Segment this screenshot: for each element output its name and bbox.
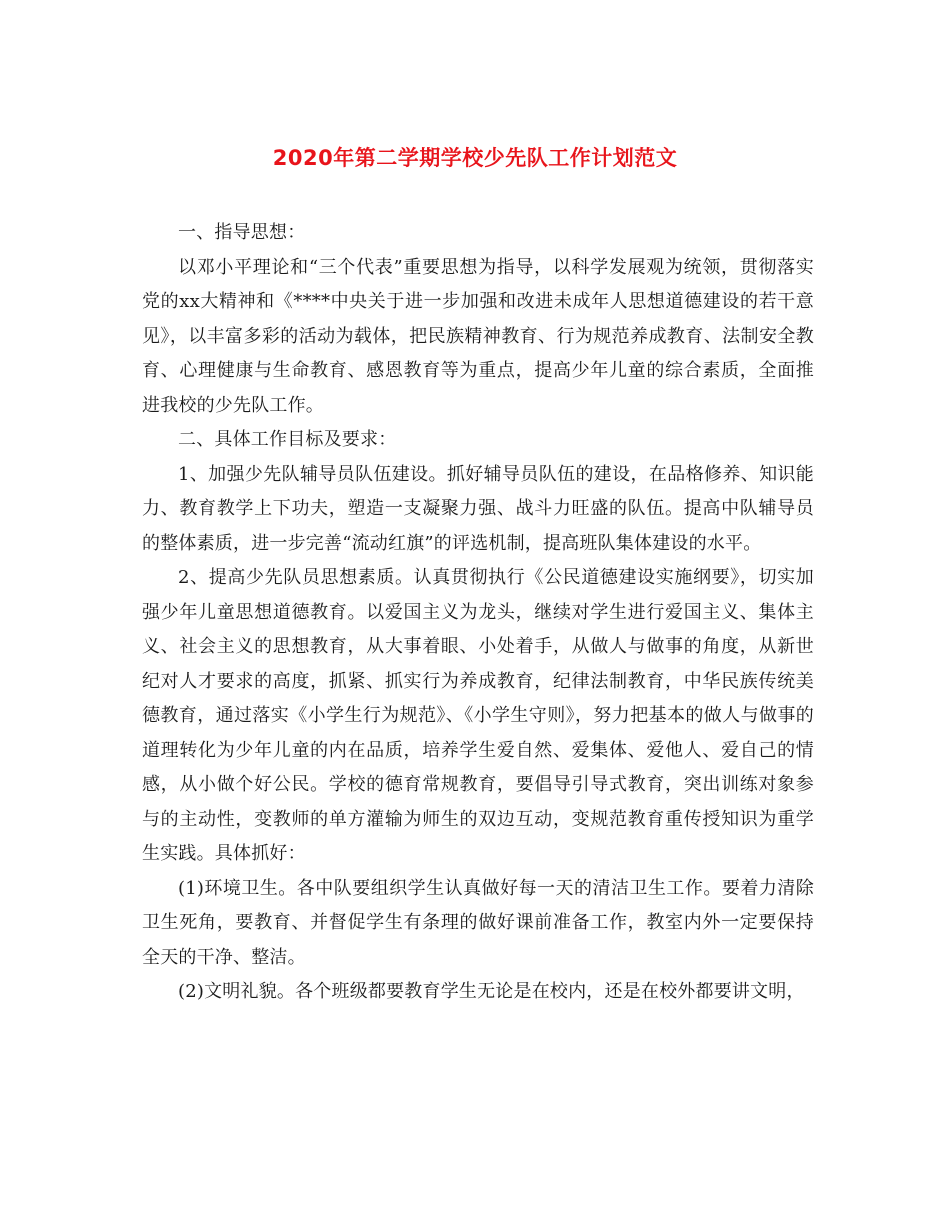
paragraph-item-environment: (1)环境卫生。各中队要组织学生认真做好每一天的清洁卫生工作。要着力清除卫生死角，要教育、并督促学生有条理的做好课前准备工作，教室内外一定要保持全天的干净、整洁。 (142, 877, 814, 968)
paragraph-guiding-thought: 以邓小平理论和“三个代表”重要思想为指导，以科学发展观为统领，贯彻落实党的xx大精神和《****中央关于进一步加强和改进未成年人思想道德建设的若干意见》，以丰富多彩的活动为载体，把民族精神教育、行为规范养成教育、法制安全教育、心理健康与生命教育、感恩教育等为重点，提高少年儿童的综合素质，全面推进我校的少先队工作。 (142, 256, 814, 416)
paragraph-goals-heading: 二、具体工作目标及要求： (178, 429, 397, 450)
paragraph-goal-1: 1、加强少先队辅导员队伍建设。抓好辅导员队伍的建设，在品格修养、知识能力、教育教学上下功夫，塑造一支凝聚力强、战斗力旺盛的队伍。提高中队辅导员的整体素质，进一步完善“流动红旗”的评选机制，提高班队集体建设的水平。 (142, 463, 814, 554)
paragraph-goal-2: 2、提高少先队员思想素质。认真贯彻执行《公民道德建设实施纲要》，切实加强少年儿童思想道德教育。以爱国主义为龙头，继续对学生进行爱国主义、集体主义、社会主义的思想教育，从大事着眼、小处着手，从做人与做事的角度，从新世纪对人才要求的高度，抓紧、抓实行为养成教育，纪律法制教育，中华民族传统美德教育，通过落实《小学生行为规范》、《小学生守则》，努力把基本的做人与做事的道理转化为少年儿童的内在品质，培养学生爱自然、爱集体、爱他人、爱自己的情感，从小做个好公民。学校的德育常规教育，要倡导引导式教育，突出训练对象参与的主动性，变教师的单方灌输为师生的双边互动，变规范教育重传授知识为重学生实践。具体抓好： (142, 567, 814, 864)
paragraph-item-civility: (2)文明礼貌。各个班级都要教育学生无论是在校内，还是在校外都要讲文明， (178, 981, 805, 1002)
paragraph-guiding-thought-heading: 一、指导思想： (178, 222, 306, 243)
document-body (142, 216, 814, 1010)
document-title: 2020年第二学期学校少先队工作计划范文 (272, 146, 678, 170)
